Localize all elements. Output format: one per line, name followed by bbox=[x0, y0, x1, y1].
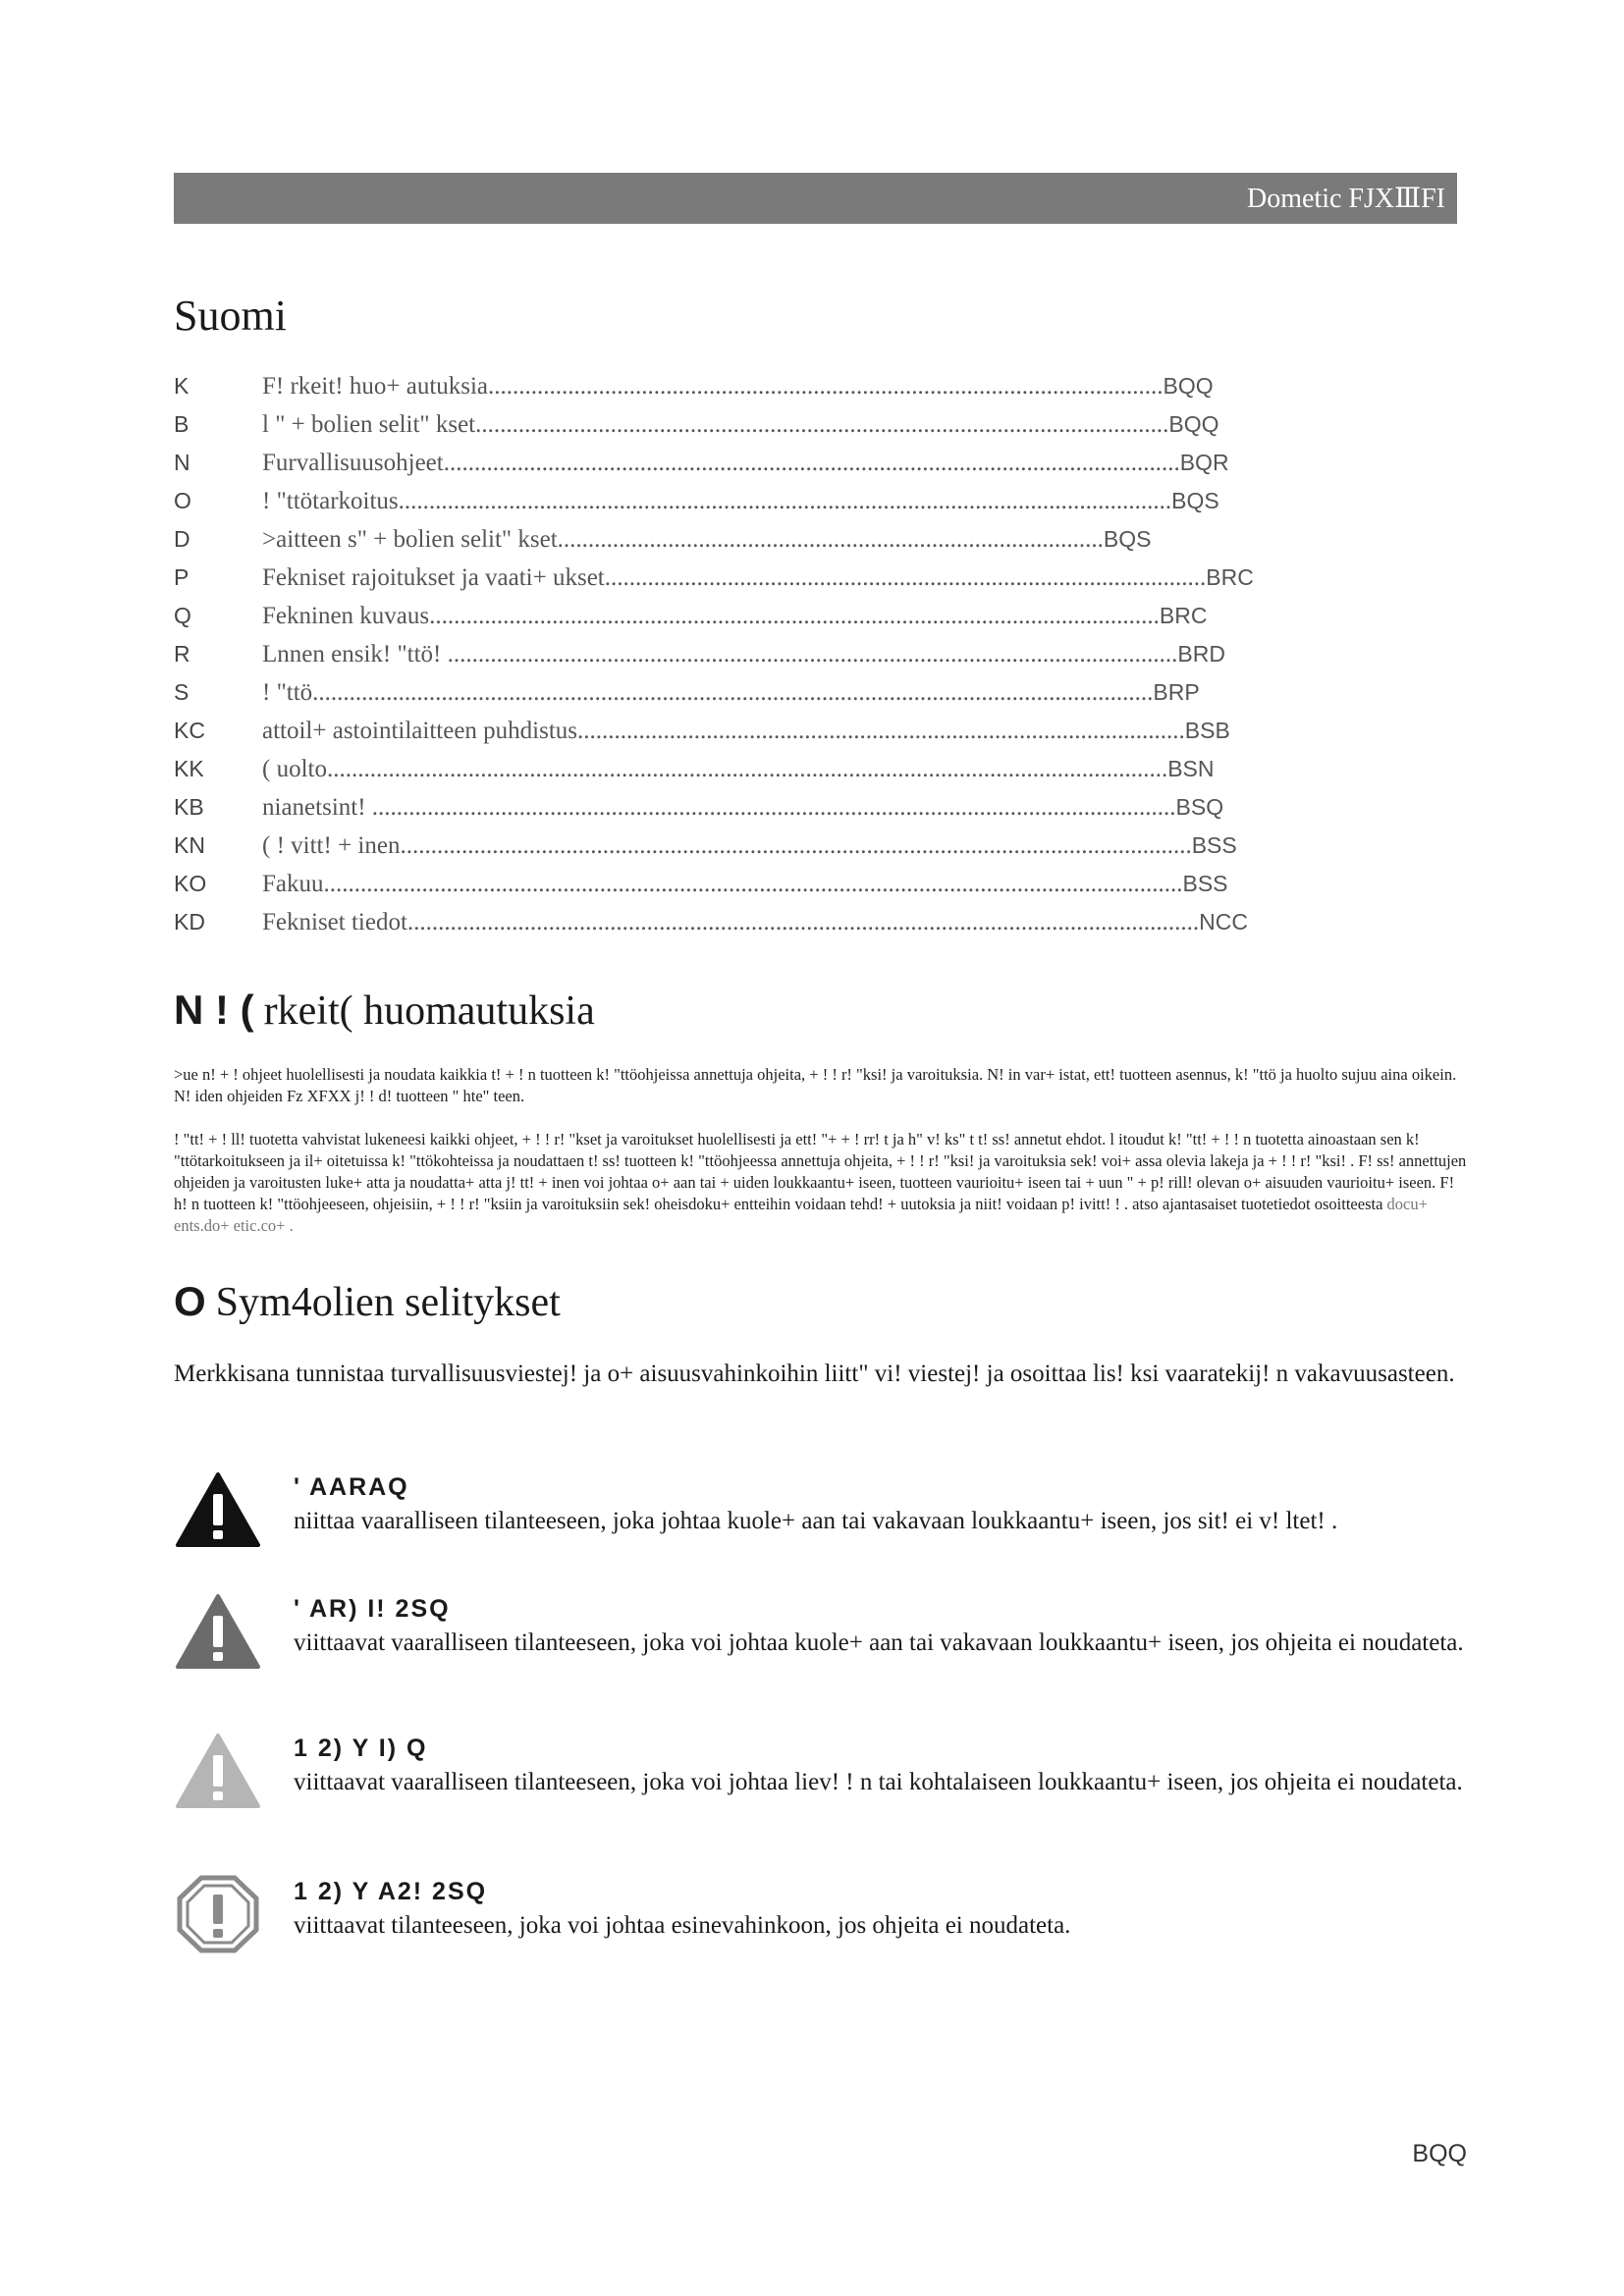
toc-entry-number: P bbox=[174, 564, 189, 590]
page-number: BQQ bbox=[1412, 2140, 1467, 2167]
toc-entry-number: KO bbox=[174, 871, 207, 896]
toc-entry-title bbox=[262, 526, 1151, 554]
toc-entry[interactable] bbox=[174, 564, 1352, 603]
section-title: Sym4olien selitykset bbox=[215, 1280, 561, 1325]
toc-entry-page: BSN bbox=[1167, 756, 1215, 781]
toc-entry-page: BSS bbox=[1191, 832, 1237, 858]
toc-entry-page: BRC bbox=[1159, 603, 1208, 628]
language-title: Suomi bbox=[174, 292, 287, 340]
section-heading-symbols bbox=[174, 1278, 561, 1326]
toc-entry-page: BRP bbox=[1153, 679, 1200, 705]
toc-entry[interactable] bbox=[174, 641, 1352, 679]
notice-octagon-icon bbox=[174, 1875, 262, 1953]
toc-entry-title bbox=[262, 450, 1229, 477]
caution-triangle-icon bbox=[174, 1732, 262, 1810]
intro-paragraph: >ue n! + ! ohjeet huolellisesti ja noudata kaikkia t! + ! n tuotteen k! "ttöohjeissa annettuja ohjeita, + ! ! r! "ksi! ja varoituksia. N! in var+ istat, ett! tuotteen asennus, k! "ttö ja huolto sujuu aina oikein. N! iden ohjeiden Fz XFXX j! ! d! tuotteen " hte" teen. bbox=[174, 1065, 1457, 1105]
table-of-contents bbox=[174, 373, 1352, 947]
toc-entry-title bbox=[262, 832, 1237, 860]
toc-entry-page: BQS bbox=[1103, 526, 1152, 552]
warning-triangle-icon bbox=[174, 1592, 262, 1671]
signal-danger bbox=[174, 1470, 1489, 1588]
toc-entry-text: Fekniset tiedot................................................................................................................................. bbox=[262, 909, 1200, 935]
header-bar bbox=[174, 173, 1457, 224]
toc-entry-text: Lnnen ensik! "ttö! ....................................................................................................................... bbox=[262, 641, 1178, 667]
toc-entry[interactable] bbox=[174, 603, 1352, 641]
documents-link[interactable]: docu+ ents.do+ etic.co+ . bbox=[174, 1195, 1428, 1235]
toc-entry-number: KN bbox=[174, 832, 205, 858]
toc-entry-text: Fekninen kuvaus....................................................................................................................... bbox=[262, 603, 1160, 629]
toc-entry[interactable] bbox=[174, 373, 1352, 411]
toc-entry[interactable] bbox=[174, 832, 1352, 871]
signal-word: ' AR) I! 2SQ bbox=[294, 1595, 451, 1623]
section-heading-important-notes bbox=[174, 987, 595, 1035]
toc-entry[interactable] bbox=[174, 488, 1352, 526]
toc-entry-title bbox=[262, 564, 1254, 592]
toc-entry-title bbox=[262, 603, 1207, 630]
toc-entry-number: Q bbox=[174, 603, 191, 628]
toc-entry[interactable] bbox=[174, 794, 1352, 832]
toc-entry-number: KD bbox=[174, 909, 205, 934]
toc-entry[interactable] bbox=[174, 718, 1352, 756]
toc-entry-text: attoil+ astointilaitteen puhdistus................................................................................................... bbox=[262, 718, 1185, 744]
signal-description: viittaavat vaaralliseen tilanteeseen, joka voi johtaa kuole+ aan tai vakavaan loukkaantu+ iseen, jos ohjeita ei noudateta. bbox=[294, 1629, 1464, 1656]
section-title: rkeit( huomautuksia bbox=[263, 988, 595, 1034]
signal-caution bbox=[174, 1732, 1489, 1849]
toc-entry-title bbox=[262, 411, 1219, 439]
section-number: N ! ( bbox=[174, 987, 254, 1033]
toc-entry-text: Fakuu............................................................................................................................................ bbox=[262, 871, 1183, 897]
signal-word: 1 2) Y I) Q bbox=[294, 1735, 428, 1762]
toc-entry-page: BRD bbox=[1177, 641, 1225, 667]
signal-warning bbox=[174, 1592, 1489, 1710]
toc-entry-page: BQQ bbox=[1163, 373, 1214, 399]
toc-entry-number: K bbox=[174, 373, 189, 399]
toc-entry[interactable] bbox=[174, 411, 1352, 450]
header-title: Dometic FJXⅢFI bbox=[1246, 184, 1445, 214]
signal-description: niittaa vaaralliseen tilanteeseen, joka johtaa kuole+ aan tai vakavaan loukkaantu+ iseen, jos sit! ei v! ltet! . bbox=[294, 1508, 1338, 1534]
toc-entry-text: Furvallisuusohjeet........................................................................................................................ bbox=[262, 450, 1180, 476]
toc-entry-title bbox=[262, 794, 1223, 822]
toc-entry-number: N bbox=[174, 450, 190, 475]
toc-entry[interactable] bbox=[174, 679, 1352, 718]
toc-entry-number: KB bbox=[174, 794, 204, 820]
toc-entry-number: KK bbox=[174, 756, 204, 781]
toc-entry-page: BQR bbox=[1179, 450, 1229, 475]
toc-entry[interactable] bbox=[174, 526, 1352, 564]
toc-entry[interactable] bbox=[174, 909, 1352, 947]
toc-entry-title bbox=[262, 373, 1214, 400]
toc-entry-text: F! rkeit! huo+ autuksia.............................................................................................................. bbox=[262, 373, 1164, 400]
signal-description: viittaavat vaaralliseen tilanteeseen, joka voi johtaa liev! ! n tai kohtalaiseen loukkaantu+ iseen, jos ohjeita ei noudateta. bbox=[294, 1769, 1463, 1795]
toc-entry-text: >aitteen s" + bolien selit" kset......................................................................................... bbox=[262, 526, 1104, 553]
toc-entry-text: ( ! vitt! + inen................................................................................................................................. bbox=[262, 832, 1192, 859]
toc-entry-title bbox=[262, 756, 1215, 783]
signal-word: 1 2) Y A2! 2SQ bbox=[294, 1878, 488, 1905]
toc-entry-title bbox=[262, 679, 1200, 707]
toc-entry-number: O bbox=[174, 488, 191, 513]
toc-entry-text: ! "ttötarkoitus.............................................................................................................................. bbox=[262, 488, 1172, 514]
toc-entry-text: Fekniset rajoitukset ja vaati+ ukset.................................................................................................. bbox=[262, 564, 1207, 591]
disclaimer-paragraph bbox=[174, 1129, 1470, 1237]
section-number: O bbox=[174, 1278, 206, 1324]
toc-entry-page: BSQ bbox=[1175, 794, 1224, 820]
toc-entry-title bbox=[262, 718, 1230, 745]
toc-entry[interactable] bbox=[174, 756, 1352, 794]
toc-entry-page: BQQ bbox=[1168, 411, 1219, 437]
toc-entry-text: l " + bolien selit" kset................................................................................................................. bbox=[262, 411, 1169, 438]
toc-entry-text: nianetsint! ................................................................................................................................... bbox=[262, 794, 1176, 821]
toc-entry-number: R bbox=[174, 641, 190, 667]
toc-entry-title bbox=[262, 871, 1228, 898]
toc-entry-number: B bbox=[174, 411, 189, 437]
toc-entry-page: BSS bbox=[1182, 871, 1228, 896]
toc-entry-title bbox=[262, 488, 1219, 515]
signal-word: ' AARAQ bbox=[294, 1473, 409, 1501]
symbols-intro: Merkkisana tunnistaa turvallisuusviestej! ja o+ aisuusvahinkoihin liitt" vi! viestej! ja osoittaa lis! ksi vaaratekij! n vakavuusasteen. bbox=[174, 1361, 1455, 1387]
danger-triangle-icon bbox=[174, 1470, 262, 1549]
toc-entry-text: ( uolto......................................................................................................................................... bbox=[262, 756, 1168, 782]
toc-entry-text: ! "ttö......................................................................................................................................... bbox=[262, 679, 1154, 706]
toc-entry-page: NCC bbox=[1199, 909, 1248, 934]
toc-entry-page: BSB bbox=[1184, 718, 1230, 743]
toc-entry[interactable] bbox=[174, 450, 1352, 488]
disclaimer-text: ! "tt! + ! ll! tuotetta vahvistat lukeneesi kaikki ohjeet, + ! ! r! "kset ja varoitukset huolellisesti ja ett! "+ + ! rr! t ja h" v! ks" t t! ss! annetut ehdot. l itoudut k! "tt! + ! ! n tuotetta ainoastaan sen k! "ttötarkoitukseen ja il+ oitetuissa k! "ttökohteissa ja noudattaen t! ss! tuotteen k! "ttöohjeessa annettuja ohjeita, + ! ! r! "ksi! ja varoituksia sek! voi+ assa olevia lakeja ja + ! ! r! "ksi! . F! ss! annettujen ohjeiden ja varoitusten luke+ atta ja noudatta+ atta j! tt! + inen voi johtaa o+ aan tai + uiden loukkaantu+ iseen, tuotteen vaurioitu+ iseen tai + uun " + p! rill! olevan o+ aisuuden vaurioitu+ iseen. F! h! n tuotteen k! "ttöohjeeseen, ohjeisiin, + ! ! r! "ksiin ja varoituksiin sek! oheisdoku+ entteihin voidaan tehd! + uutoksia ja niit! voidaan p! ivitt! ! . atso ajantasaiset tuotetiedot osoitteesta bbox=[174, 1130, 1467, 1213]
toc-entry-number: KC bbox=[174, 718, 205, 743]
toc-entry-number: D bbox=[174, 526, 190, 552]
toc-entry-page: BRC bbox=[1206, 564, 1254, 590]
toc-entry-page: BQS bbox=[1171, 488, 1219, 513]
signal-description: viittaavat tilanteeseen, joka voi johtaa esinevahinkoon, jos ohjeita ei noudateta. bbox=[294, 1912, 1071, 1939]
signal-notice bbox=[174, 1875, 1489, 1993]
toc-entry-title bbox=[262, 909, 1248, 936]
toc-entry-title bbox=[262, 641, 1225, 668]
toc-entry[interactable] bbox=[174, 871, 1352, 909]
toc-entry-number: S bbox=[174, 679, 189, 705]
